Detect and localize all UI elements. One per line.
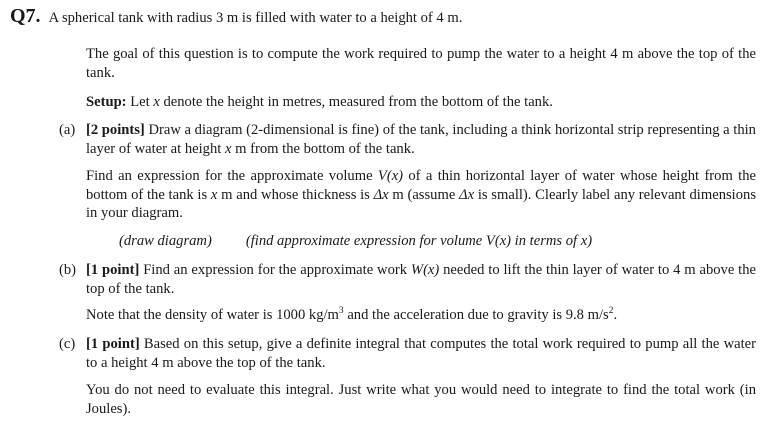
part-b-note-sup-1: 3 xyxy=(338,306,344,317)
part-a-var-V: V xyxy=(377,168,387,184)
part-a-text-2e: is small). Clearly label any relevant dimensions in your diagram. xyxy=(86,186,756,221)
setup-text-a: Let xyxy=(130,94,154,110)
part-c-text-2: You do not need to evaluate this integral. Just write what you would need to integrate to find the total work (in Joules). xyxy=(86,382,756,417)
part-a-var-x: x xyxy=(224,140,232,157)
question-header xyxy=(10,7,462,28)
part-c-text-1 xyxy=(86,335,756,372)
part-a-text-1 xyxy=(86,121,756,158)
part-b-text-1 xyxy=(86,261,756,298)
part-b-points: [1 point] xyxy=(86,262,140,278)
part-a-text-2a: Find an expression for the approximate volume xyxy=(86,168,378,184)
part-a-text-1a: Draw a diagram (2-dimensional is fine) of the tank, including a think horizontal strip representing a thin layer of water at height xyxy=(86,122,756,157)
part-c-points: [1 point] xyxy=(86,336,140,352)
part-b-var-W: W(x) xyxy=(410,262,440,278)
part-a-text-2b: of a thin horizontal layer of water whose height from the bottom of the tank is xyxy=(86,168,756,203)
part-a-text-1b: m from the bottom of the tank. xyxy=(231,140,415,157)
draw-diagram-placeholder: (draw diagram) xyxy=(119,233,212,249)
part-a-points: [2 points] xyxy=(86,122,145,138)
part-b-text-1b: needed to lift the thin layer of water to 4 m above the top of the tank. xyxy=(86,262,756,297)
question-setup xyxy=(86,93,756,112)
part-a-text-2 xyxy=(86,167,756,223)
part-c-label: (c) xyxy=(59,336,76,352)
part-a-var-dx1: Δx xyxy=(373,186,389,203)
part-c-text-1a: Based on this setup, give a definite integral that computes the total work required to pump all the water to a height 4 m above the top of the tank. xyxy=(86,336,756,371)
setup-label: Setup: xyxy=(86,94,127,110)
question-goal: The goal of this question is to compute the work required to pump the water to a height 4 m above the top of the tank. xyxy=(86,46,756,81)
part-a-label: (a) xyxy=(59,122,76,138)
part-b-text-1a: Find an expression for the approximate work xyxy=(143,262,411,278)
part-a-text-2d: m (assume xyxy=(388,186,460,203)
part-a-placeholders xyxy=(119,232,592,251)
part-a-var-dx2: Δx xyxy=(459,186,475,203)
part-b-note-sup-2: 2 xyxy=(608,306,614,317)
part-b-note-c: . xyxy=(613,307,618,323)
part-b-note-a: Note that the density of water is 1000 kg/m xyxy=(86,307,339,323)
part-b-label: (b) xyxy=(59,262,77,278)
volume-expression-placeholder: (find approximate expression for volume V(x) in terms of x) xyxy=(245,233,593,249)
setup-text-b: denote the height in metres, measured from the bottom of the tank. xyxy=(159,94,553,110)
part-a-var-x2: x xyxy=(210,186,218,203)
part-a-text-2c: m and whose thickness is xyxy=(217,186,374,203)
part-a-var-Vx: (x) xyxy=(386,168,404,184)
part-b-note xyxy=(86,306,756,325)
question-number: Q7. xyxy=(10,5,41,27)
setup-var: x xyxy=(153,94,160,110)
part-b-note-b: and the acceleration due to gravity is 9.8 m/s xyxy=(343,307,609,323)
question-intro: A spherical tank with radius 3 m is filled with water to a height of 4 m. xyxy=(48,10,463,26)
